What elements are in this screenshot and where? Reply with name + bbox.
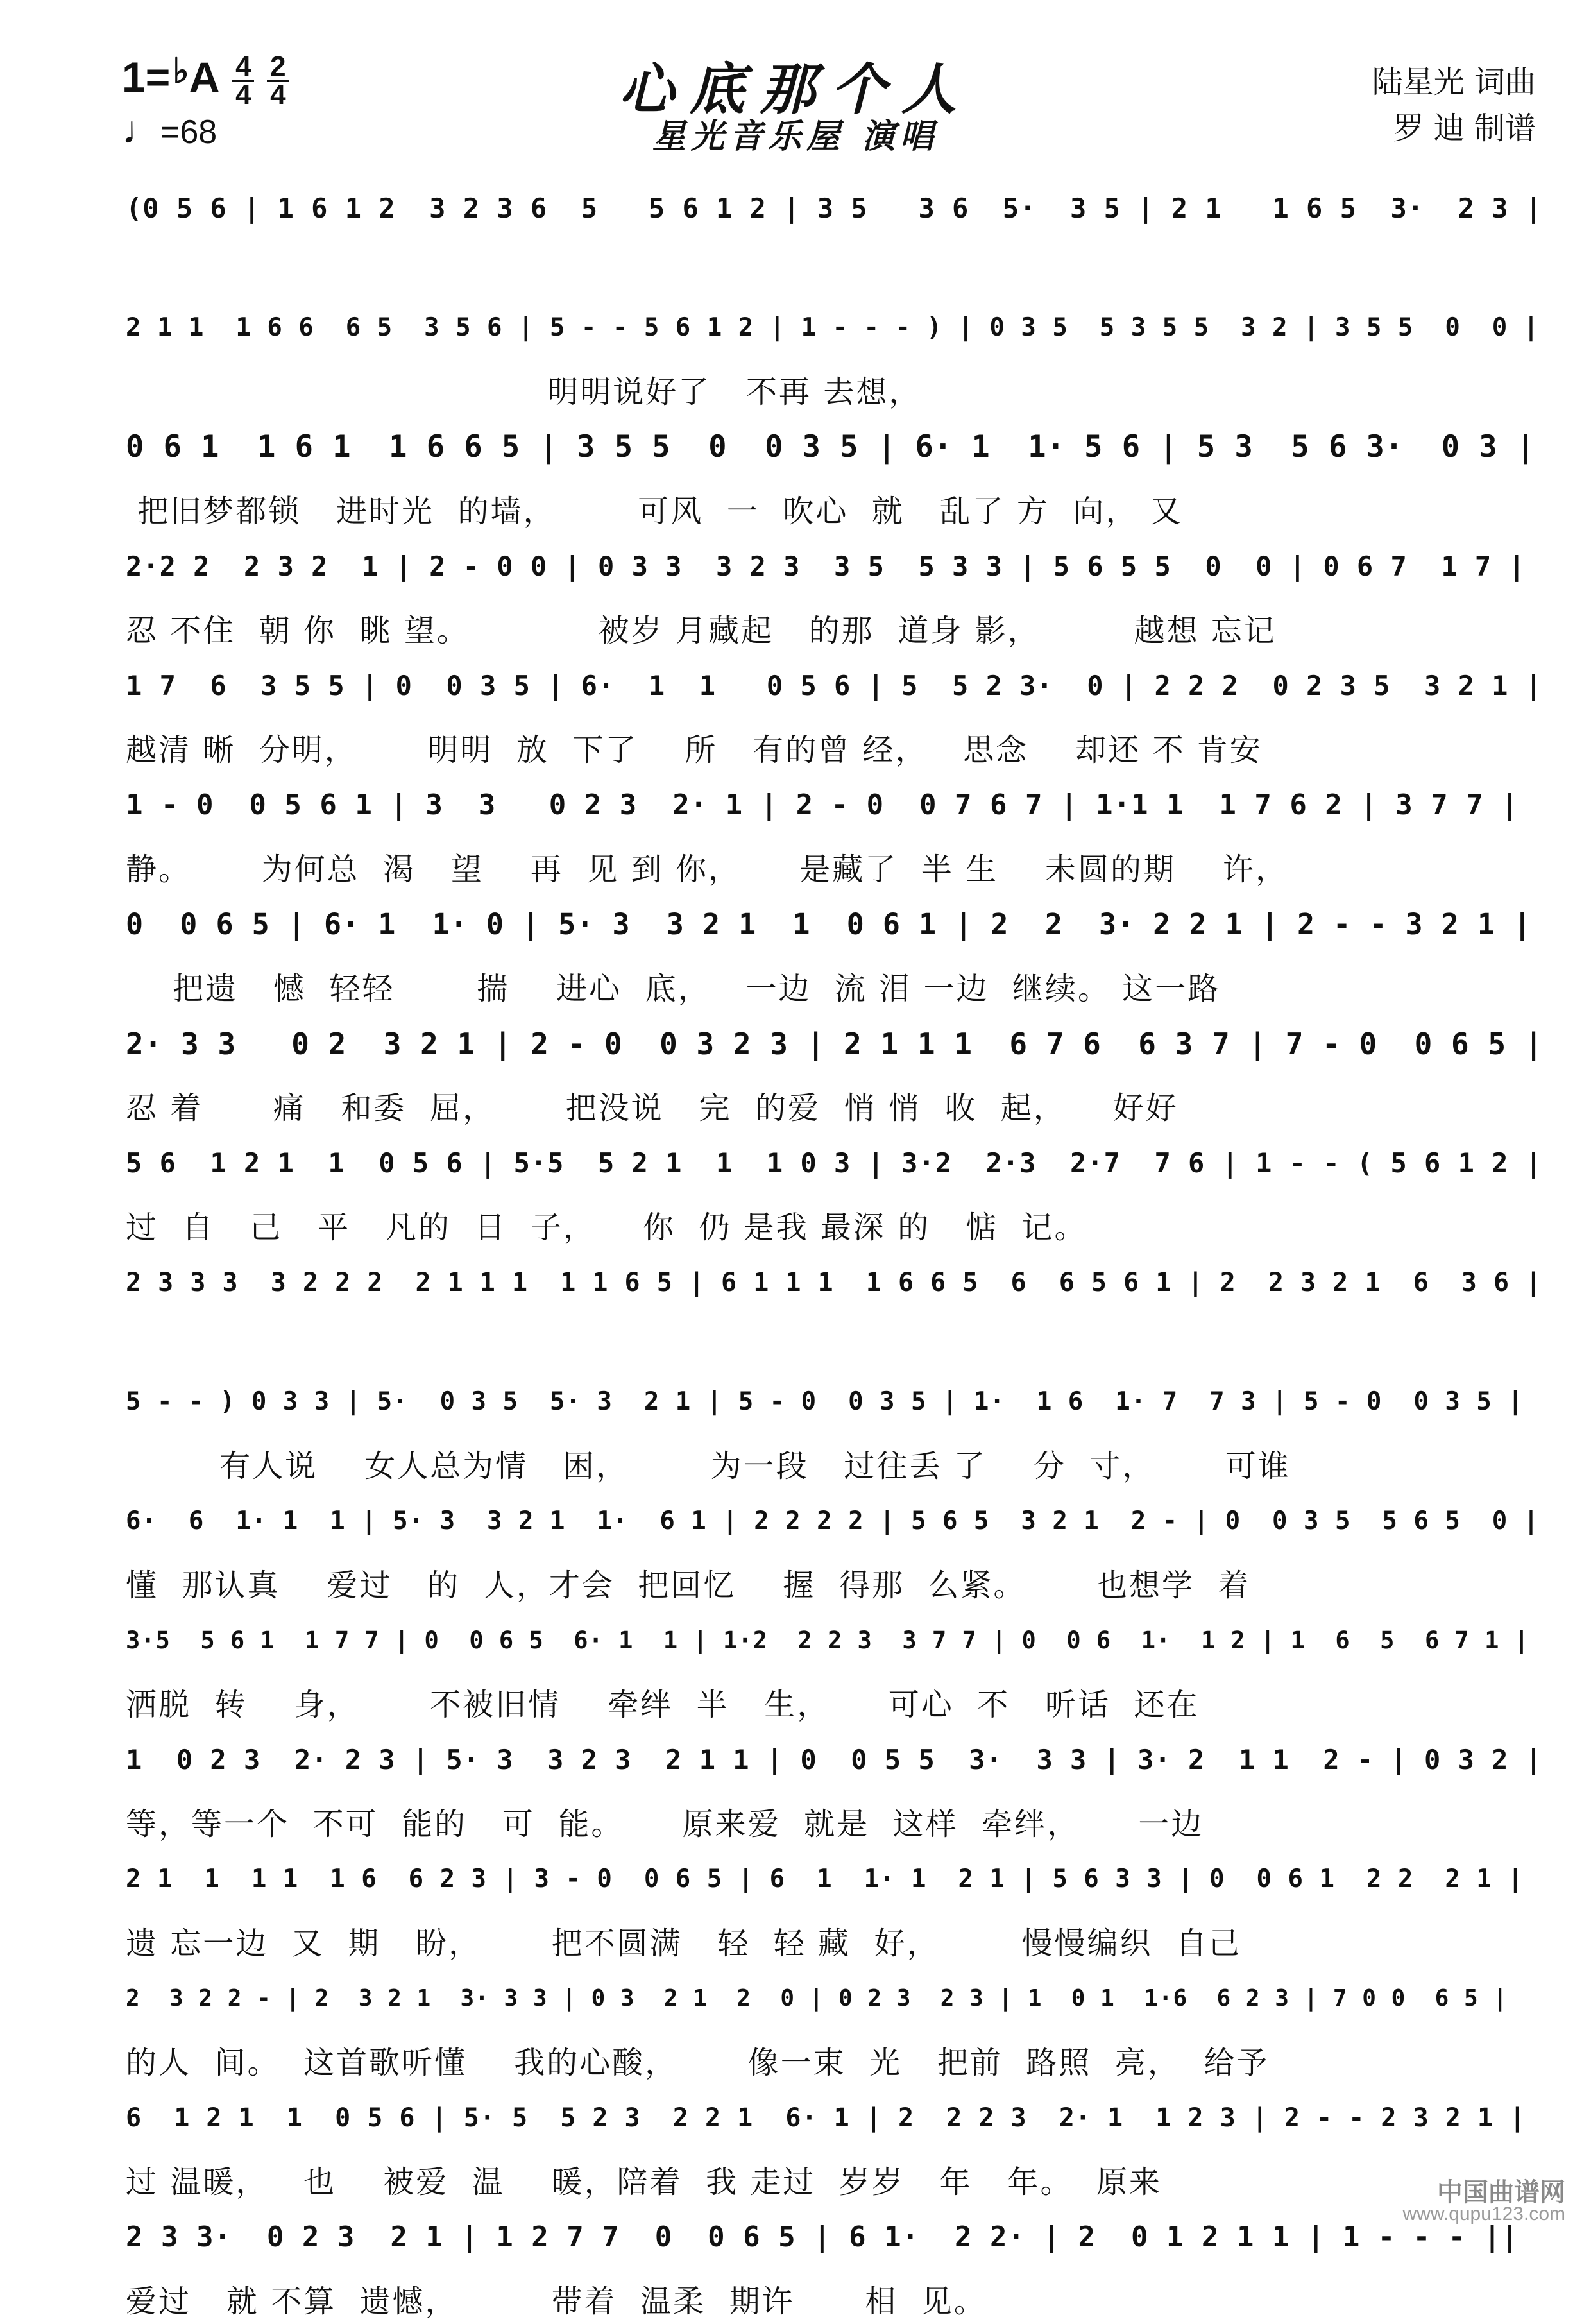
- quarter-note-icon: ♩: [122, 108, 160, 151]
- lyric-line: 过 温暖， 也 被爱 温 暖，陪着 我 走过 岁岁 年 年。 原来: [126, 2164, 1162, 2200]
- notation-line: 2 3 3 3 3 2 2 2 2 1 1 1 1 1 6 5 | 6 1 1 1 1 6 6 5 6 6 5 6 1 | 2 2 3 2 1 6 3 6 |: [126, 1268, 1542, 1297]
- lyric-line: 明明说好了 不再 去想，: [126, 374, 922, 410]
- song-title: 心底那个人: [619, 57, 972, 122]
- notation-line: 2 1 1 1 6 6 6 5 3 5 6 | 5 - - 5 6 1 2 | 1 - - - ) | 0 3 5 5 3 5 5 3 2 | 3 5 5 0 0 |: [126, 313, 1540, 342]
- notation-line: 1 0 2 3 2· 2 3 | 5· 3 3 2 3 2 1 1 | 0 0 5 5 3· 3 3 | 3· 2 1 1 2 - | 0 3 2 |: [126, 1744, 1543, 1775]
- score-system: [126, 1731, 1544, 1847]
- meter-2-top: 2: [270, 50, 286, 82]
- notation-line: 6 1 2 1 1 0 5 6 | 5· 5 5 2 3 2 2 1 6· 1 | 2 2 2 3 2· 1 1 2 3 | 2 - - 2 3 2 1 |: [126, 2103, 1526, 2133]
- score-system: [126, 1970, 1544, 2085]
- lyric-line: [126, 250, 1544, 295]
- notation-line: 0 0 6 5 | 6· 1 1· 0 | 5· 3 3 2 1 1 0 6 1 | 2 2 3· 2 2 1 | 2 - - 3 2 1 |: [126, 907, 1532, 941]
- score-system: [126, 1612, 1544, 1727]
- lyric-line: 等，等一个 不可 能的 可 能。 原来爱 就是 这样 牵绊， 一边: [126, 1806, 1204, 1842]
- notation-line: 5 - - ) 0 3 3 | 5· 0 3 5 5· 3 2 1 | 5 - 0 0 3 5 | 1· 1 6 1· 7 7 3 | 5 - 0 0 3 5 |: [126, 1387, 1524, 1416]
- lyric-line: 忍 着 痛 和委 屈， 把没说 完 的爱 悄 悄 收 起， 好好: [126, 1090, 1178, 1126]
- singer-line: 星光音乐屋 演唱: [652, 117, 939, 156]
- score-system: [126, 1850, 1544, 1966]
- score-system: [126, 2089, 1544, 2205]
- score-system: [126, 1373, 1544, 1489]
- watermark-site-name: 中国曲谱网: [1437, 2178, 1565, 2207]
- score-system: [126, 657, 1544, 773]
- meter-1-bottom: 4: [235, 78, 251, 110]
- notation-line: 1 7 6 3 5 5 | 0 0 3 5 | 6· 1 1 0 5 6 | 5 5 2 3· 0 | 2 2 2 0 2 3 5 3 2 1 |: [126, 670, 1543, 701]
- lyric-line: 的人 间。 这首歌听懂 我的心酸， 像一束 光 把前 路照 亮， 给予: [126, 2045, 1270, 2081]
- notation-line: 1 - 0 0 5 6 1 | 3 3 0 2 3 2· 1 | 2 - 0 0 7 6 7 | 1·1 1 1 7 6 2 | 3 7 7 |: [126, 789, 1519, 821]
- notation-line: 2· 3 3 0 2 3 2 1 | 2 - 0 0 3 2 3 | 2 1 1 1 6 7 6 6 3 7 | 7 - 0 0 6 5 |: [126, 1027, 1544, 1061]
- lyric-line: 越清 晰 分明， 明明 放 下了 所 有的曾 经， 思念 却还 不 肯安: [126, 732, 1263, 768]
- lyric-line: 有人说 女人总为情 困， 为一段 过往丢 了 分 寸， 可谁: [126, 1448, 1291, 1484]
- lyric-line: 过 自 己 平 凡的 日 子， 你 仍 是我 最深 的 惦 记。: [126, 1209, 1087, 1245]
- score-system: [126, 538, 1544, 653]
- score-system: [126, 180, 1544, 295]
- notation-line: 0 6 1 1 6 1 1 6 6 5 | 3 5 5 0 0 3 5 | 6· 1 1· 5 6 | 5 3 5 6 3· 0 3 |: [126, 429, 1536, 465]
- lyric-line: [126, 1324, 1544, 1369]
- meter-2-bottom: 4: [270, 78, 286, 110]
- lyric-line: 洒脱 转 身， 不被旧情 牵绊 半 生， 可心 不 听话 还在: [126, 1687, 1200, 1723]
- score-system: [126, 776, 1544, 892]
- flat-sign: ♭: [173, 52, 189, 90]
- score-system: [126, 1134, 1544, 1250]
- tempo-value: =68: [160, 113, 217, 151]
- lyric-line: 把遗 憾 轻轻 揣 进心 底， 一边 流 泪 一边 继续。 这一路: [126, 971, 1221, 1007]
- lyric-line: 静。 为何总 渴 望 再 见 到 你， 是藏了 半 生 未圆的期 许，: [126, 851, 1289, 887]
- score-system: [126, 1015, 1544, 1131]
- watermark: [1402, 2178, 1565, 2225]
- notation-line: 6· 6 1· 1 1 | 5· 3 3 2 1 1· 6 1 | 2 2 2 2 | 5 6 5 3 2 1 2 - | 0 0 3 5 5 6 5 0 |: [126, 1507, 1540, 1535]
- lyric-line: 爱过 就 不算 遗憾， 带着 温柔 期许 相 见。: [126, 2284, 987, 2320]
- notation-line: (0 5 6 | 1 6 1 2 3 2 3 6 5 5 6 1 2 | 3 5 3 6 5· 3 5 | 2 1 1 6 5 3· 2 3 |: [126, 192, 1543, 224]
- notation-line: 2 3 2 2 - | 2 3 2 1 3· 3 3 | 0 3 2 1 2 0 | 0 2 3 2 3 | 1 0 1 1·6 6 2 3 | 7 0 0 6 5 |: [126, 1985, 1508, 2012]
- lyric-line: 遗 忘一边 又 期 盼， 把不圆满 轻 轻 藏 好， 慢慢编织 自己: [126, 1926, 1241, 1961]
- notation-line: 5 6 1 2 1 1 0 5 6 | 5·5 5 2 1 1 1 0 3 | 3·2 2·3 2·7 7 6 | 1 - - ( 5 6 1 2 |: [126, 1147, 1543, 1179]
- notation-line: 2 3 3· 0 2 3 2 1 | 1 2 7 7 0 0 6 5 | 6 1· 2 2· | 2 0 1 2 1 1 | 1 - - - ||: [126, 2221, 1519, 2253]
- lyric-line: 忍 不住 朝 你 眺 望。 被岁 月藏起 的那 道身 影， 越想 忘记: [126, 613, 1277, 649]
- score-system: [126, 418, 1544, 534]
- credit-transcription: 罗 迪 制谱: [1393, 110, 1536, 146]
- score-system: [126, 299, 1544, 414]
- meter-1-top: 4: [235, 50, 251, 82]
- key-note: A: [189, 53, 220, 101]
- score-system: [126, 1254, 1544, 1369]
- lyric-line: 把旧梦都锁 进时光 的墙， 可风 一 吹心 就 乱了 方 向， 又: [126, 493, 1183, 529]
- watermark-url: www.qupu123.com: [1402, 2203, 1565, 2225]
- notation-line: 2·2 2 2 3 2 1 | 2 - 0 0 | 0 3 3 3 2 3 3 5 5 3 3 | 5 6 5 5 0 0 | 0 6 7 1 7 |: [126, 551, 1526, 582]
- notation-line: 2 1 1 1 1 1 6 6 2 3 | 3 - 0 0 6 5 | 6 1 1· 1 2 1 | 5 6 3 3 | 0 0 6 1 2 2 2 1 |: [126, 1865, 1524, 1893]
- score-system: [126, 1492, 1544, 1608]
- score-system: [126, 2209, 1544, 2324]
- credits: [1372, 59, 1536, 151]
- key-prefix: 1=: [122, 53, 171, 101]
- notation-line: 3·5 5 6 1 1 7 7 | 0 0 6 5 6· 1 1 | 1·2 2 2 3 3 7 7 | 0 0 6 1· 1 2 | 1 6 5 6 7 1 |: [126, 1627, 1529, 1654]
- credit-lyrics-music: 陆星光 词曲: [1372, 64, 1536, 100]
- lyric-line: 懂 那认真 爱过 的 人，才会 把回忆 握 得那 么紧。 也想学 着: [126, 1568, 1251, 1603]
- score-system: [126, 896, 1544, 1011]
